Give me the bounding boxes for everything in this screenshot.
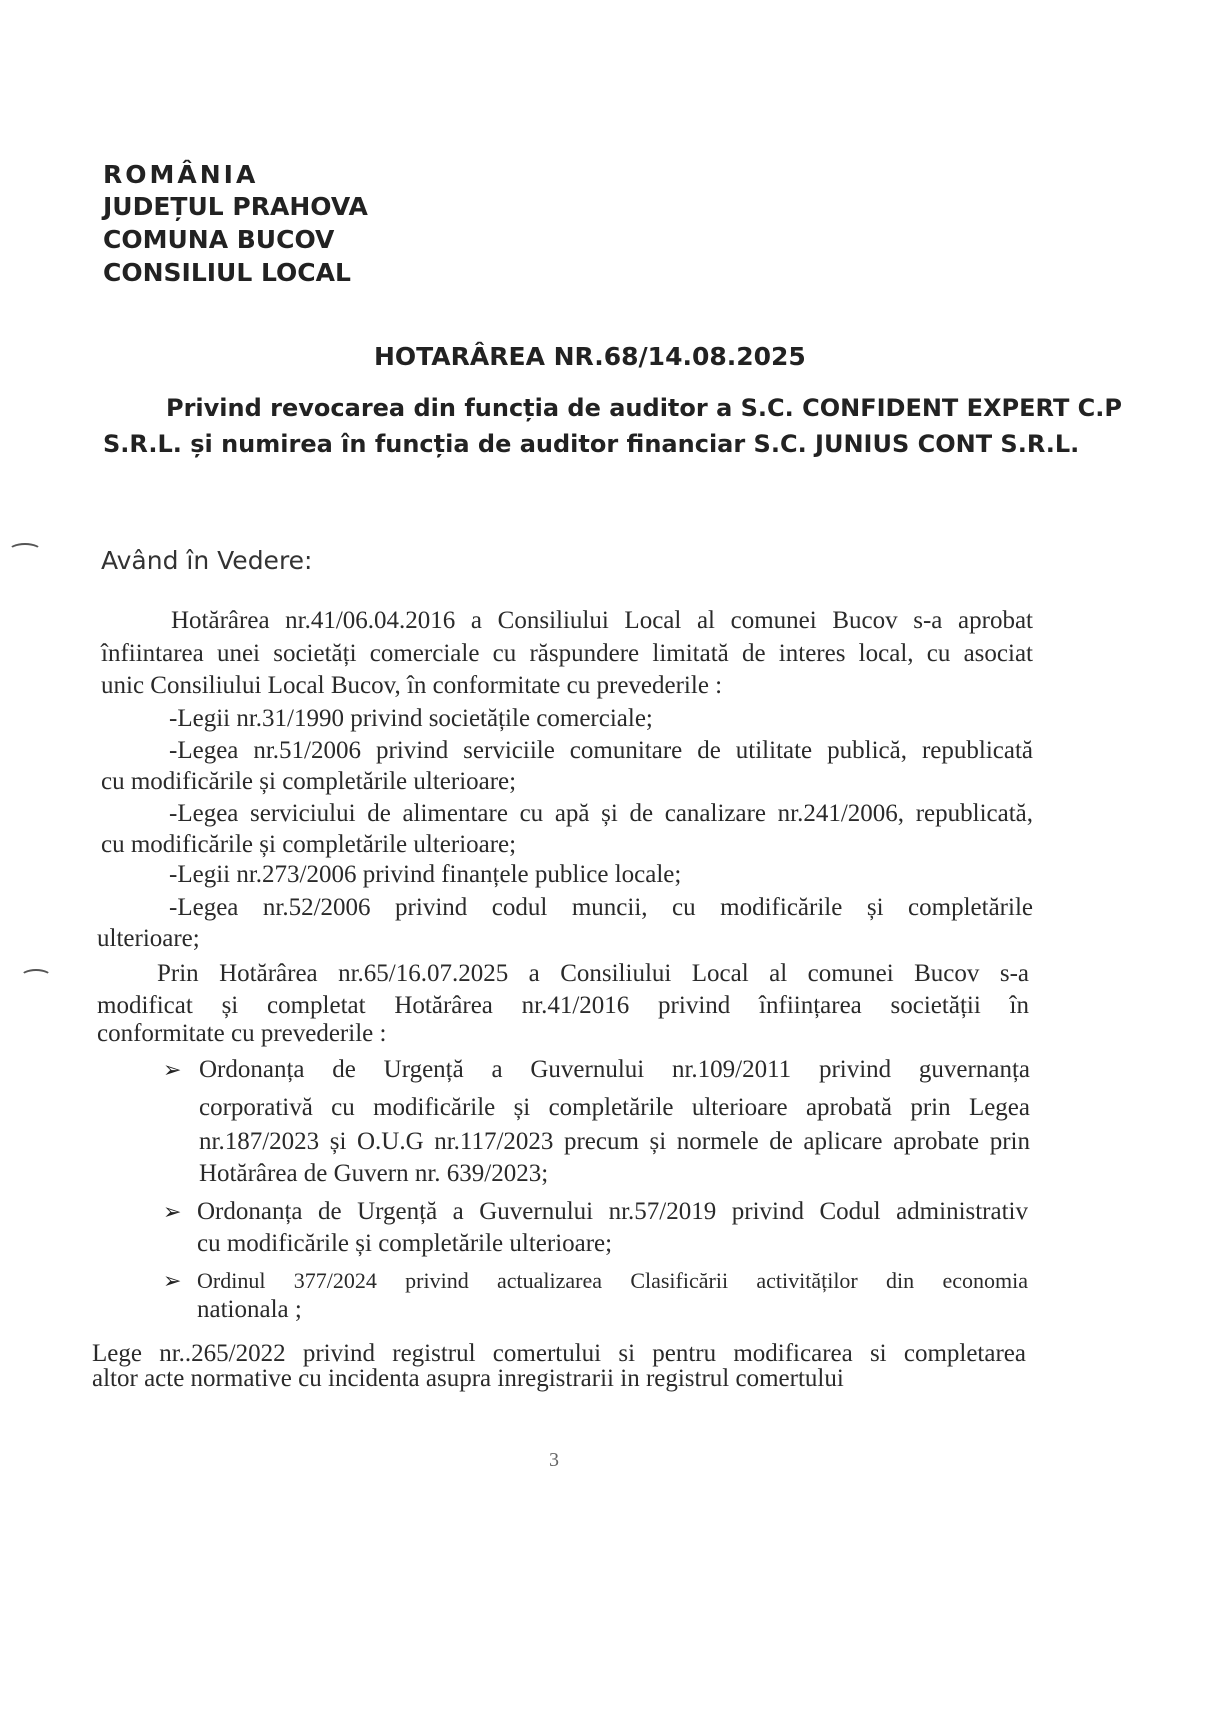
law5-line2: ulterioare;: [97, 925, 200, 952]
p2-line2: modificat și completat Hotărârea nr.41/2016 privind înființarea societății în: [97, 992, 1029, 1019]
law3-line2: cu modificările și completările ulterioare;: [101, 831, 517, 858]
bullet3-line2: nationala ;: [197, 1296, 302, 1323]
p1-line2: înfiintarea unei societăți comerciale cu răspundere limitată de interes local, cu asociat: [101, 640, 1033, 667]
header-commune: COMUNA BUCOV: [103, 225, 335, 254]
header-country: ROMÂNIA: [103, 160, 259, 189]
page-number: 3: [549, 1449, 559, 1471]
p3-line1: Lege nr..265/2022 privind registrul comertului si pentru modificarea si completarea: [92, 1340, 1026, 1367]
bullet3-line1: Ordinul 377/2024 privind actualizarea Clasificării activităților din economia: [197, 1268, 1028, 1293]
bullet1-line3: nr.187/2023 și O.U.G nr.117/2023 precum și normele de aplicare aprobate prin: [199, 1128, 1030, 1155]
law2-line2: cu modificările și completările ulterioare;: [101, 768, 517, 795]
decision-title: HOTARÂREA NR.68/14.08.2025: [374, 342, 806, 371]
p2-line3: conformitate cu prevederile :: [97, 1020, 387, 1047]
law2-line1: -Legea nr.51/2006 privind serviciile comunitare de utilitate publică, republicată: [169, 737, 1033, 764]
decision-subject-line2: S.R.L. și numirea în funcția de auditor financiar S.C. JUNIUS CONT S.R.L.: [103, 430, 1080, 458]
law1: -Legii nr.31/1990 privind societățile comerciale;: [169, 705, 653, 732]
bullet1-line2: corporativă cu modificările și completările ulterioare aprobată prin Legea: [199, 1094, 1030, 1121]
p1-line3: unic Consiliului Local Bucov, în conformitate cu prevederile :: [101, 672, 723, 699]
whereas-heading: Având în Vedere:: [101, 546, 313, 575]
bullet2-line1: Ordonanța de Urgență a Guvernului nr.57/2019 privind Codul administrativ: [197, 1198, 1028, 1225]
margin-mark: [8, 543, 42, 559]
bullet-arrow-icon: ➢: [163, 1268, 182, 1293]
p1-line1: Hotărârea nr.41/06.04.2016 a Consiliului Local al comunei Bucov s-a aprobat: [171, 607, 1033, 634]
bullet1-line1: Ordonanța de Urgență a Guvernului nr.109/2011 privind guvernanța: [199, 1056, 1030, 1083]
bullet2-line2: cu modificările și completările ulterioare;: [197, 1230, 613, 1257]
bullet-arrow-icon: ➢: [163, 1199, 182, 1224]
decision-subject-line1: Privind revocarea din funcția de auditor a S.C. CONFIDENT EXPERT C.P: [166, 394, 1122, 422]
header-council: CONSILIUL LOCAL: [103, 258, 351, 287]
law4: -Legii nr.273/2006 privind finanțele publice locale;: [169, 861, 682, 888]
bullet-arrow-icon: ➢: [163, 1057, 182, 1082]
margin-mark: [20, 969, 52, 985]
law3-line1: -Legea serviciului de alimentare cu apă și de canalizare nr.241/2006, republicată,: [169, 800, 1033, 827]
p3-line2: altor acte normative cu incidenta asupra inregistrarii in registrul comertului: [92, 1365, 844, 1392]
bullet1-line4: Hotărârea de Guvern nr. 639/2023;: [199, 1160, 549, 1187]
law5-line1: -Legea nr.52/2006 privind codul muncii, cu modificările și completările: [169, 894, 1033, 921]
p2-line1: Prin Hotărârea nr.65/16.07.2025 a Consiliului Local al comunei Bucov s-a: [157, 960, 1029, 987]
header-county: JUDEȚUL PRAHOVA: [103, 192, 368, 221]
